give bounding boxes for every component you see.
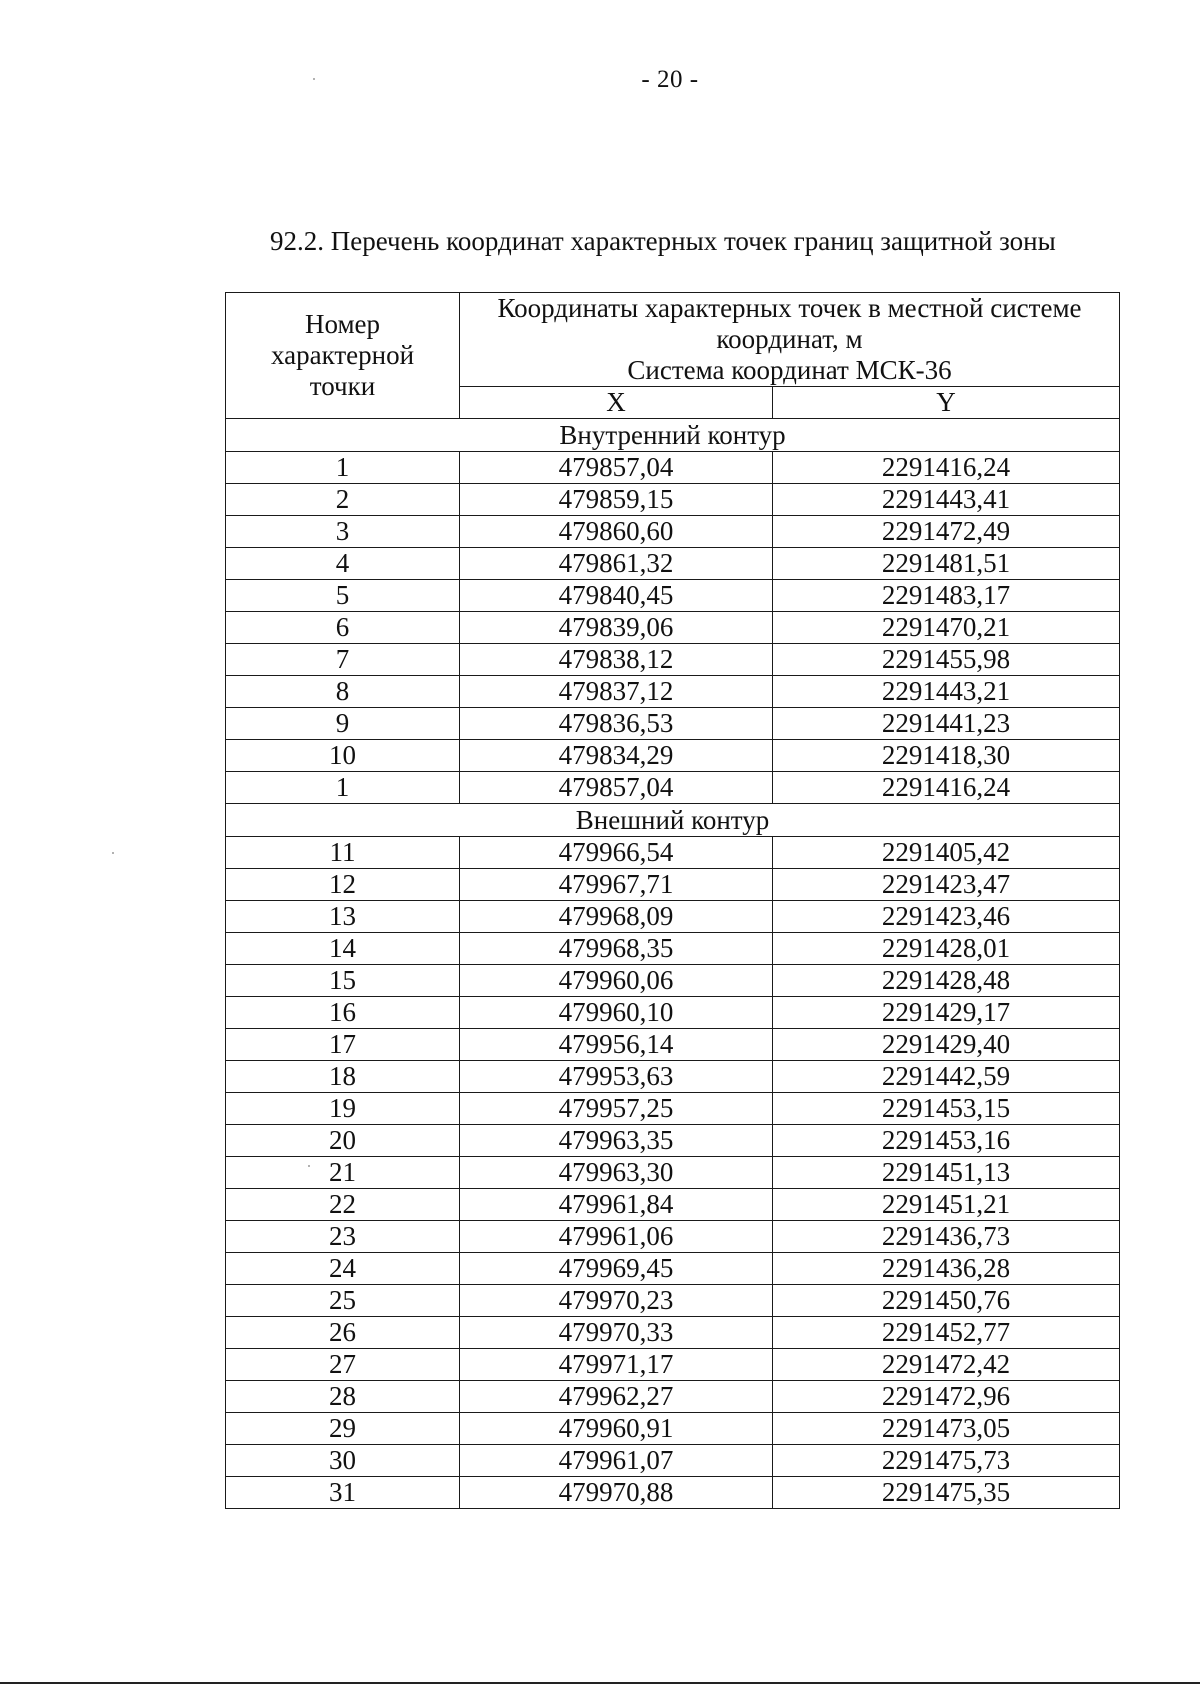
point-number-cell: 1	[226, 452, 460, 484]
section-title: Внутренний контур	[226, 419, 1120, 452]
x-coordinate-cell: 479962,27	[460, 1381, 773, 1413]
point-number-cell: 10	[226, 740, 460, 772]
header-number-line: Номер	[304, 309, 381, 339]
table-row	[226, 1157, 1120, 1189]
x-coordinate-cell: 479970,33	[460, 1317, 773, 1349]
point-number-cell: 28	[226, 1381, 460, 1413]
y-coordinate-cell: 2291452,77	[773, 1317, 1120, 1349]
y-coordinate-cell: 2291450,76	[773, 1285, 1120, 1317]
point-number-cell: 15	[226, 965, 460, 997]
table-row	[226, 1221, 1120, 1253]
table-row	[226, 965, 1120, 997]
y-coordinate-cell: 2291451,21	[773, 1189, 1120, 1221]
point-number-cell: 22	[226, 1189, 460, 1221]
section-header-row	[226, 419, 1120, 452]
table-row	[226, 1317, 1120, 1349]
table-row	[226, 708, 1120, 740]
x-coordinate-cell: 479840,45	[460, 580, 773, 612]
point-number-cell: 6	[226, 612, 460, 644]
table-row	[226, 1125, 1120, 1157]
point-number-cell: 30	[226, 1445, 460, 1477]
y-coordinate-cell: 2291436,28	[773, 1253, 1120, 1285]
table-row	[226, 1413, 1120, 1445]
table-row	[226, 1381, 1120, 1413]
section-header-row	[226, 804, 1120, 837]
point-number-cell: 16	[226, 997, 460, 1029]
table-row	[226, 837, 1120, 869]
y-coordinate-cell: 2291475,35	[773, 1477, 1120, 1509]
x-coordinate-cell: 479960,91	[460, 1413, 773, 1445]
x-coordinate-cell: 479967,71	[460, 869, 773, 901]
x-coordinate-cell: 479961,06	[460, 1221, 773, 1253]
point-number-cell: 26	[226, 1317, 460, 1349]
y-coordinate-cell: 2291443,21	[773, 676, 1120, 708]
point-number-cell: 9	[226, 708, 460, 740]
column-header-coordinates	[460, 293, 1120, 387]
table-row	[226, 933, 1120, 965]
y-coordinate-cell: 2291475,73	[773, 1445, 1120, 1477]
header-number-line: характерной	[270, 340, 415, 370]
table-row	[226, 869, 1120, 901]
y-coordinate-cell: 2291405,42	[773, 837, 1120, 869]
y-coordinate-cell: 2291443,41	[773, 484, 1120, 516]
y-coordinate-cell: 2291416,24	[773, 452, 1120, 484]
table-row	[226, 676, 1120, 708]
table-row	[226, 580, 1120, 612]
table-row	[226, 1349, 1120, 1381]
column-header-x: X	[460, 387, 773, 419]
x-coordinate-cell: 479970,88	[460, 1477, 773, 1509]
x-coordinate-cell: 479861,32	[460, 548, 773, 580]
point-number-cell: 31	[226, 1477, 460, 1509]
x-coordinate-cell: 479969,45	[460, 1253, 773, 1285]
x-coordinate-cell: 479971,17	[460, 1349, 773, 1381]
point-number-cell: 29	[226, 1413, 460, 1445]
table-body	[226, 419, 1120, 1509]
table-row	[226, 1061, 1120, 1093]
x-coordinate-cell: 479857,04	[460, 452, 773, 484]
y-coordinate-cell: 2291429,17	[773, 997, 1120, 1029]
table-row	[226, 1029, 1120, 1061]
y-coordinate-cell: 2291472,96	[773, 1381, 1120, 1413]
point-number-cell: 23	[226, 1221, 460, 1253]
y-coordinate-cell: 2291418,30	[773, 740, 1120, 772]
point-number-cell: 21	[226, 1157, 460, 1189]
y-coordinate-cell: 2291483,17	[773, 580, 1120, 612]
x-coordinate-cell: 479838,12	[460, 644, 773, 676]
x-coordinate-cell: 479860,60	[460, 516, 773, 548]
y-coordinate-cell: 2291451,13	[773, 1157, 1120, 1189]
y-coordinate-cell: 2291423,47	[773, 869, 1120, 901]
header-number-line: точки	[309, 371, 376, 401]
section-heading: 92.2. Перечень координат характерных точек границ защитной зоны	[270, 226, 1056, 256]
point-number-cell: 19	[226, 1093, 460, 1125]
table-row	[226, 772, 1120, 804]
table-row	[226, 644, 1120, 676]
table-row	[226, 452, 1120, 484]
y-coordinate-cell: 2291428,48	[773, 965, 1120, 997]
table-row	[226, 1477, 1120, 1509]
table-header	[226, 293, 1120, 419]
table-row	[226, 1285, 1120, 1317]
x-coordinate-cell: 479966,54	[460, 837, 773, 869]
y-coordinate-cell: 2291429,40	[773, 1029, 1120, 1061]
point-number-cell: 1	[226, 772, 460, 804]
page-number: - 20 -	[641, 66, 699, 93]
y-coordinate-cell: 2291455,98	[773, 644, 1120, 676]
x-coordinate-cell: 479836,53	[460, 708, 773, 740]
point-number-cell: 11	[226, 837, 460, 869]
y-coordinate-cell: 2291472,49	[773, 516, 1120, 548]
y-coordinate-cell: 2291453,16	[773, 1125, 1120, 1157]
point-number-cell: 25	[226, 1285, 460, 1317]
bottom-rule	[0, 1682, 1200, 1684]
section-title: Внешний контур	[226, 804, 1120, 837]
y-coordinate-cell: 2291441,23	[773, 708, 1120, 740]
x-coordinate-cell: 479963,30	[460, 1157, 773, 1189]
column-header-point-number	[226, 293, 460, 419]
x-coordinate-cell: 479839,06	[460, 612, 773, 644]
scan-speck	[313, 78, 315, 80]
point-number-cell: 20	[226, 1125, 460, 1157]
x-coordinate-cell: 479963,35	[460, 1125, 773, 1157]
point-number-cell: 8	[226, 676, 460, 708]
point-number-cell: 14	[226, 933, 460, 965]
x-coordinate-cell: 479961,84	[460, 1189, 773, 1221]
y-coordinate-cell: 2291442,59	[773, 1061, 1120, 1093]
point-number-cell: 4	[226, 548, 460, 580]
y-coordinate-cell: 2291436,73	[773, 1221, 1120, 1253]
x-coordinate-cell: 479957,25	[460, 1093, 773, 1125]
table-row	[226, 612, 1120, 644]
y-coordinate-cell: 2291428,01	[773, 933, 1120, 965]
x-coordinate-cell: 479970,23	[460, 1285, 773, 1317]
table-row	[226, 516, 1120, 548]
scan-speck	[308, 1165, 310, 1167]
column-header-y: Y	[773, 387, 1120, 419]
y-coordinate-cell: 2291473,05	[773, 1413, 1120, 1445]
table-row	[226, 1445, 1120, 1477]
table-row	[226, 1189, 1120, 1221]
table-row	[226, 740, 1120, 772]
point-number-cell: 12	[226, 869, 460, 901]
table-row	[226, 1253, 1120, 1285]
x-coordinate-cell: 479960,10	[460, 997, 773, 1029]
header-coords-line: Координаты характерных точек в местной системе	[497, 293, 1082, 323]
x-coordinate-cell: 479961,07	[460, 1445, 773, 1477]
y-coordinate-cell: 2291470,21	[773, 612, 1120, 644]
x-coordinate-cell: 479953,63	[460, 1061, 773, 1093]
point-number-cell: 7	[226, 644, 460, 676]
point-number-cell: 3	[226, 516, 460, 548]
y-coordinate-cell: 2291472,42	[773, 1349, 1120, 1381]
header-coords-line: координат, м	[716, 324, 863, 354]
x-coordinate-cell: 479834,29	[460, 740, 773, 772]
x-coordinate-cell: 479956,14	[460, 1029, 773, 1061]
table-row	[226, 1093, 1120, 1125]
x-coordinate-cell: 479859,15	[460, 484, 773, 516]
x-coordinate-cell: 479968,09	[460, 901, 773, 933]
point-number-cell: 2	[226, 484, 460, 516]
table-row	[226, 997, 1120, 1029]
point-number-cell: 27	[226, 1349, 460, 1381]
header-coords-line: Система координат МСК-36	[627, 355, 952, 385]
y-coordinate-cell: 2291423,46	[773, 901, 1120, 933]
table-row	[226, 548, 1120, 580]
point-number-cell: 5	[226, 580, 460, 612]
coordinates-table	[225, 292, 1120, 1509]
x-coordinate-cell: 479960,06	[460, 965, 773, 997]
y-coordinate-cell: 2291481,51	[773, 548, 1120, 580]
point-number-cell: 17	[226, 1029, 460, 1061]
y-coordinate-cell: 2291453,15	[773, 1093, 1120, 1125]
x-coordinate-cell: 479837,12	[460, 676, 773, 708]
point-number-cell: 24	[226, 1253, 460, 1285]
point-number-cell: 18	[226, 1061, 460, 1093]
x-coordinate-cell: 479968,35	[460, 933, 773, 965]
table-row	[226, 901, 1120, 933]
scan-speck	[112, 852, 114, 854]
y-coordinate-cell: 2291416,24	[773, 772, 1120, 804]
table-row	[226, 484, 1120, 516]
point-number-cell: 13	[226, 901, 460, 933]
x-coordinate-cell: 479857,04	[460, 772, 773, 804]
